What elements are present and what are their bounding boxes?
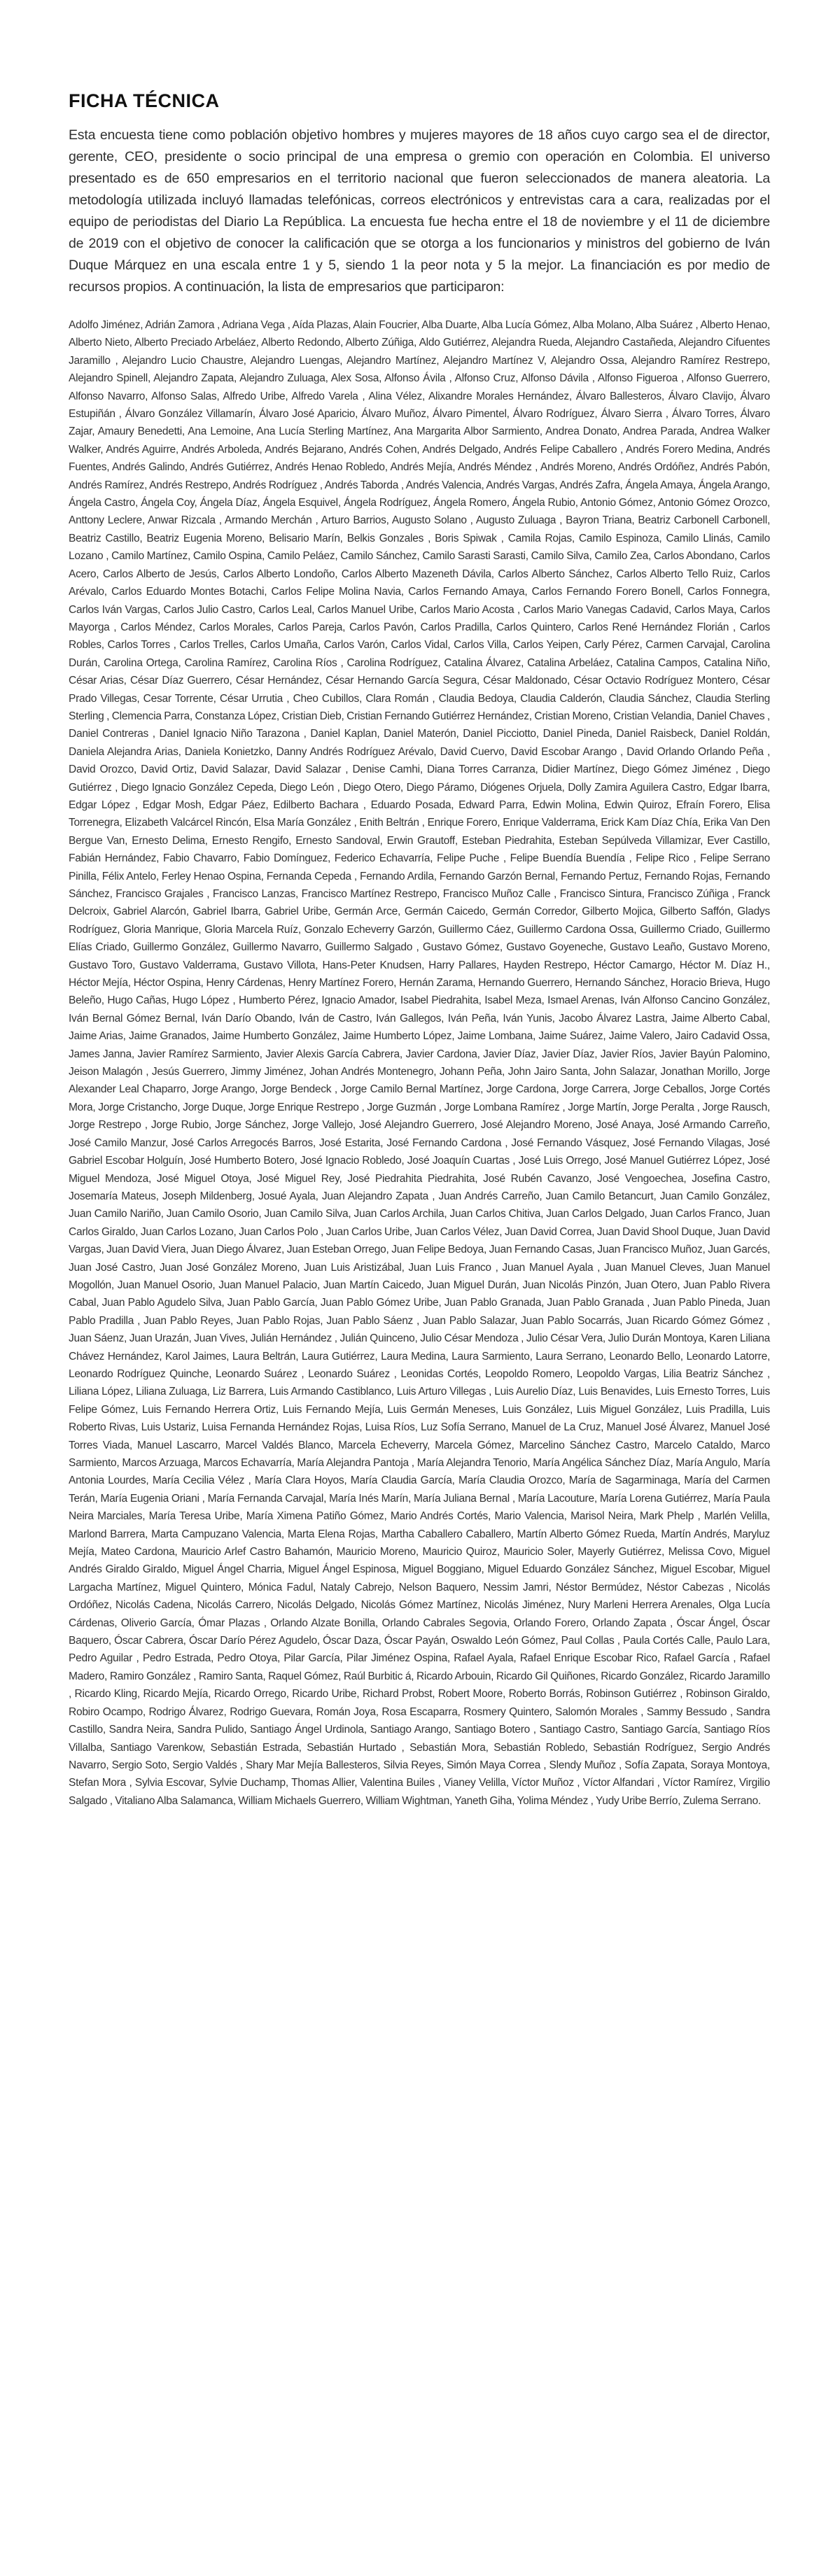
intro-paragraph: Esta encuesta tiene como población objetivo hombres y mujeres mayores de 18 años cuyo cargo sea el de director, gerente, CEO, presidente o socio principal de una empresa o gremio con operación en Colombia. El universo presentado es de 650 empresarios en el territorio nacional que fueron seleccionados de manera aleatoria. La metodología utilizada incluyó llamadas telefónicas, correos electrónicos y entrevistas cara a cara, realizadas por el equipo de periodistas del Diario La República. La encuesta fue hecha entre el 18 de noviembre y el 11 de diciembre de 2019 con el objetivo de conocer la calificación que se otorga a los funcionarios y ministros del gobierno de Iván Duque Márquez en una escala entre 1 y 5, siendo 1 la peor nota y 5 la mejor. La financiación es por medio de recursos propios. A continuación, la lista de empresarios que participaron: [69, 127, 770, 295]
participants-list: Adolfo Jiménez, Adrián Zamora , Adriana Vega , Aída Plazas, Alain Foucrier, Alba Duarte, Alba Lucía Gómez, Alba Molano, Alba Suárez , Alberto Henao, Alberto Nieto, Alberto Preciado Arbeláez, Alberto Redondo, Alberto Zúñiga, Aldo Gutiérrez, Alejandra Rueda, Alejandro Castañeda, Alejandro Cifuentes Jaramillo , Alejandro Lucio Chaustre, Alejandro Luengas, Alejandro Martínez, Alejandro Martínez V, Alejandro Ossa, Alejandro Ramírez Restrepo, Alejandro Spinell, Alejandro Zapata, Alejandro Zuluaga, Alex Sosa, Alfonso Ávila , Alfonso Cruz, Alfonso Dávila , Alfonso Figueroa , Alfonso Guerrero, Alfonso Navarro, Alfonso Salas, Alfredo Uribe, Alfredo Varela , Alina Vélez, Alixandre Morales Hernández, Álvaro Ballesteros, Álvaro Clavijo, Álvaro Estupiñán , Álvaro González Villamarín, Álvaro José Aparicio, Álvaro Muñoz, Álvaro Pimentel, Álvaro Rodríguez, Álvaro Sierra , Álvaro Torres, Álvaro Zajar, Amaury Benedetti, Ana Lemoine, Ana Lucía Sterling Martínez, Ana Margarita Albor Sarmiento, Andrea Donato, Andrea Parada, Andrea Walker Walker, Andrés Aguirre, Andrés Arboleda, Andrés Bejarano, Andrés Cohen, Andrés Delgado, Andrés Felipe Caballero , Andrés Forero Medina, Andrés Fuentes, Andrés Galindo, Andrés Gutiérrez, Andrés Henao Robledo, Andrés Mejía, Andrés Méndez , Andrés Moreno, Andrés Ordóñez, Andrés Pabón, Andrés Ramírez, Andrés Restrepo, Andrés Rodríguez , Andrés Taborda , Andrés Valencia, Andrés Vargas, Andrés Zafra, Ángela Amaya, Ángela Arango, Ángela Castro, Ángela Coy, Ángela Díaz, Ángela Esquivel, Ángela Rodríguez, Ángela Romero, Ángela Rubio, Antonio Gómez, Antonio Gómez Orozco, Anttony Leclere, Anwar Rizcala , Armando Merchán , Arturo Barrios, Augusto Solano , Augusto Zuluaga , Bayron Triana, Beatriz Carbonell Carbonell, Beatriz Castillo, Beatriz Eugenia Moreno, Belisario Marín, Belkis Gonzales , Boris Spiwak , Camila Rojas, Camilo Espinoza, Camilo Llinás, Camilo Lozano , Camilo Martínez, Camilo Ospina, Camilo Peláez, Camilo Sánchez, Camilo Sarasti Sarasti, Camilo Silva, Camilo Zea, Carlos Abondano, Carlos Acero, Carlos Alberto de Jesús, Carlos Alberto Londoño, Carlos Alberto Mazeneth Dávila, Carlos Alberto Sánchez, Carlos Alberto Tello Ruiz, Carlos Arévalo, Carlos Eduardo Montes Botachi, Carlos Felipe Molina Navia, Carlos Fernando Amaya, Carlos Fernando Forero Bonell, Carlos Fonnegra, Carlos Iván Vargas, Carlos Julio Castro, Carlos Leal, Carlos Manuel Uribe, Carlos Mario Acosta , Carlos Mario Vanegas Cadavid, Carlos Maya, Carlos Mayorga , Carlos Méndez, Carlos Morales, Carlos Pareja, Carlos Pavón, Carlos Pradilla, Carlos Quintero, Carlos René Hernández Florián , Carlos Robles, Carlos Torres , Carlos Trelles, Carlos Umaña, Carlos Varón, Carlos Vidal, Carlos Villa, Carlos Yeipen, Carly Pérez, Carmen Carvajal, Carolina Durán, Carolina Ortega, Carolina Ramírez, Carolina Ríos , Carolina Rodríguez, Catalina Álvarez, Catalina Arbeláez, Catalina Campos, Catalina Niño, César Arias, César Díaz Guerrero, César Hernández, César Hernando García Segura, César Maldonado, César Octavio Rodríguez Montero, César Prado Villegas, Cesar Torrente, César Urrutia , Cheo Cubillos, Clara Román , Claudia Bedoya, Claudia Calderón, Claudia Sánchez, Claudia Sterling Sterling , Clemencia Parra, Constanza López, Cristian Dieb, Cristian Fernando Gutiérrez Hernández, Cristian Moreno, Cristian Velandia, Daniel Chaves , Daniel Contreras , Daniel Ignacio Niño Tarazona , Daniel Kaplan, Daniel Materón, Daniel Picciotto, Daniel Pineda, Daniel Raisbeck, Daniel Roldán, Daniela Alejandra Arias, Daniela Konietzko, Danny Andrés Rodríguez Arévalo, David Cuervo, David Escobar Arango , David Orlando Orlando Peña , David Orozco, David Ortiz, David Salazar, David Salazar , Denise Camhi, Diana Torres Carranza, Didier Martínez, Diego Gómez Jiménez , Diego Gutiérrez , Diego Ignacio González Cepeda, Diego León , Diego Otero, Diego Páramo, Diógenes Orjuela, Dolly Zamira Aguilera Castro, Edgar Ibarra, Edgar López , Edgar Mosh, Edgar Páez, Edilberto Bachara , Eduardo Posada, Edward Parra, Edwin Molina, Edwin Quiroz, Efraín Forero, Elisa Torrenegra, Elizabeth Valcárcel Rincón, Elsa María González , Enith Beltrán , Enrique Forero, Enrique Valderrama, Erick Kam Díaz Chía, Erika Van Den Bergue Van, Ernesto Delima, Ernesto Rengifo, Ernesto Sandoval, Erwin Grautoff, Esteban Piedrahita, Esteban Sepúlveda Villamizar, Ever Castillo, Fabián Hernández, Fabio Chavarro, Fabio Domínguez, Federico Echavarría, Felipe Puche , Felipe Buendía Buendía , Felipe Rico , Felipe Serrano Pinilla, Félix Antelo, Ferley Henao Ospina, Fernanda Cepeda , Fernando Ardila, Fernando Garzón Bernal, Fernando Pertuz, Fernando Rojas, Fernando Sánchez, Francisco Grajales , Francisco Lanzas, Francisco Martínez Restrepo, Francisco Muñoz Calle , Francisco Sintura, Francisco Zúñiga , Franck Delcroix, Gabriel Alarcón, Gabriel Ibarra, Gabriel Uribe, Germán Arce, Germán Caicedo, Germán Corredor, Gilberto Mojica, Gilberto Saffón, Gladys Rodríguez, Gloria Manrique, Gloria Marcela Ruíz, Gonzalo Echeverry Garzón, Guillermo Cáez, Guillermo Cardona Ossa, Guillermo Criado, Guillermo Elías Criado, Guillermo González, Guillermo Navarro, Guillermo Salgado , Gustavo Gómez, Gustavo Goyeneche, Gustavo Leaño, Gustavo Moreno, Gustavo Toro, Gustavo Valderrama, Gustavo Villota, Hans-Peter Knudsen, Harry Pallares, Hayden Restrepo, Héctor Camargo, Héctor M. Díaz H., Héctor Mejía, Héctor Ospina, Henry Cárdenas, Henry Martínez Forero, Hernán Zarama, Hernando Guerrero, Hernando Sánchez, Horacio Brieva, Hugo Beleño, Hugo Cañas, Hugo López , Humberto Pérez, Ignacio Amador, Isabel Piedrahita, Isabel Meza, Ismael Arenas, Iván Alfonso Cancino González, Iván Bernal Gómez Bernal, Iván Darío Obando, Iván de Castro, Iván Gallegos, Iván Peña, Iván Yunis, Jacobo Álvarez Lastra, Jaime Alberto Cabal, Jaime Arias, Jaime Granados, Jaime Humberto González, Jaime Humberto López, Jaime Lombana, Jaime Suárez, Jaime Valero, Jairo Cadavid Ossa, James Janna, Javier Ramírez Sarmiento, Javier Alexis García Cabrera, Javier Cardona, Javier Díaz, Javier Díaz, Javier Ríos, Javier Bayún Palomino, Jeison Malagón , Jesús Guerrero, Jimmy Jiménez, Johan Andrés Montenegro, Johann Peña, John Jairo Santa, John Salazar, Jonathan Morillo, Jorge Alexander Leal Chaparro, Jorge Arango, Jorge Bendeck , Jorge Camilo Bernal Martínez, Jorge Cardona, Jorge Carrera, Jorge Ceballos, Jorge Cortés Mora, Jorge Cristancho, Jorge Duque, Jorge Enrique Restrepo , Jorge Guzmán , Jorge Lombana Ramírez , Jorge Martín, Jorge Peralta , Jorge Rausch, Jorge Restrepo , Jorge Rubio, Jorge Sánchez, Jorge Vallejo, José Alejandro Guerrero, José Alejandro Moreno, José Anaya, José Armando Carreño, José Camilo Manzur, José Carlos Arregocés Barros, José Estarita, José Fernando Cardona , José Fernando Vásquez, José Fernando Vilagas, José Gabriel Escobar Holguín, José Humberto Botero, José Ignacio Robledo, José Joaquín Cuartas , José Luis Orrego, José Manuel Gutiérrez López, José Miguel Mendoza, José Miguel Otoya, José Miguel Rey, José Piedrahita Piedrahita, José Rubén Cavanzo, José Vengoechea, Josefina Castro, Josemaría Mateus, Joseph Mildenberg, Josué Ayala, Juan Alejandro Zapata , Juan Andrés Carreño, Juan Camilo Betancurt, Juan Camilo González, Juan Camilo Nariño, Juan Camilo Osorio, Juan Camilo Silva, Juan Carlos Archila, Juan Carlos Chitiva, Juan Carlos Delgado, Juan Carlos Franco, Juan Carlos Giraldo, Juan Carlos Lozano, Juan Carlos Polo , Juan Carlos Uribe, Juan Carlos Vélez, Juan David Correa, Juan David Shool Duque, Juan David Vargas, Juan David Viera, Juan Diego Álvarez, Juan Esteban Orrego, Juan Felipe Bedoya, Juan Fernando Casas, Juan Francisco Muñoz, Juan Garcés, Juan José Castro, Juan José González Moreno, Juan Luis Aristizábal, Juan Luis Franco , Juan Manuel Ayala , Juan Manuel Cleves, Juan Manuel Mogollón, Juan Manuel Osorio, Juan Manuel Palacio, Juan Martín Caicedo, Juan Miguel Durán, Juan Nicolás Pinzón, Juan Otero, Juan Pablo Rivera Cabal, Juan Pablo Agudelo Silva, Juan Pablo García, Juan Pablo Gómez Uribe, Juan Pablo Granada, Juan Pablo Granada , Juan Pablo Pineda, Juan Pablo Pradilla , Juan Pablo Reyes, Juan Pablo Rojas, Juan Pablo Sáenz , Juan Pablo Salazar, Juan Pablo Socarrás, Juan Ricardo Gómez Gómez , Juan Sáenz, Juan Urazán, Juan Vives, Julián Hernández , Julián Quinceno, Julio César Mendoza , Julio César Vera, Julio Durán Montoya, Karen Liliana Chávez Hernández, Karol Jaimes, Laura Beltrán, Laura Gutiérrez, Laura Medina, Laura Sarmiento, Laura Serrano, Leonardo Bello, Leonardo Latorre, Leonardo Rodríguez Quinche, Leonardo Suárez , Leonardo Suárez , Leonidas Cortés, Leopoldo Romero, Leopoldo Vargas, Lilia Beatriz Sánchez , Liliana López, Liliana Zuluaga, Liz Barrera, Luis Armando Castiblanco, Luis Arturo Villegas , Luis Aurelio Díaz, Luis Benavides, Luis Ernesto Torres, Luis Felipe Gómez, Luis Fernando Herrera Ortiz, Luis Fernando Mejía, Luis Germán Meneses, Luis González, Luis Miguel González, Luis Pradilla, Luis Roberto Rivas, Luis Ustariz, Luisa Fernanda Hernández Rojas, Luisa Ríos, Luz Sofía Serrano, Manuel de La Cruz, Manuel José Álvarez, Manuel José Torres Viada, Manuel Lascarro, Marcel Valdés Blanco, Marcela Echeverry, Marcela Gómez, Marcelino Sánchez Castro, Marcelo Cataldo, Marco Sarmiento, Marcos Arzuaga, Marcos Echavarría, María Alejandra Pantoja , María Alejandra Tenorio, María Angélica Sánchez Díaz, María Angulo, María Antonia Lourdes, María Cecilia Vélez , María Clara Hoyos, María Claudia García, María Claudia Orozco, María de Sagarminaga, María del Carmen Terán, María Eugenia Oriani , María Fernanda Carvajal, María Inés Marín, María Juliana Bernal , María Lacouture, María Lorena Gutiérrez, María Paula Neira Marciales, María Teresa Uribe, María Ximena Patiño Gómez, Mario Andrés Cortés, Mario Valencia, Marisol Neira, Mark Phelp , Marlén Velilla, Marlond Barrera, Marta Campuzano Valencia, Marta Elena Rojas, Martha Caballero Caballero, Martín Alberto Gómez Rueda, Martín Andrés, Maryluz Mejía, Mateo Cardona, Mauricio Arlef Castro Bahamón, Mauricio Moreno, Mauricio Quiroz, Mauricio Soler, Mayerly Gutiérrez, Melissa Covo, Miguel Andrés Giraldo Giraldo, Miguel Ángel Charria, Miguel Ángel Espinosa, Miguel Boggiano, Miguel Eduardo González Sánchez, Miguel Escobar, Miguel Largacha Martínez, Miguel Quintero, Mónica Fadul, Nataly Cabrejo, Nelson Baquero, Nessim Jamri, Néstor Bermúdez, Néstor Cabezas , Nicolás Ordóñez, Nicolás Cadena, Nicolás Carrero, Nicolás Delgado, Nicolás Gómez Martínez, Nicolás Jiménez, Nury Marleni Herrera Arenales, Olga Lucía Cárdenas, Oliverio García, Ómar Plazas , Orlando Alzate Bonilla, Orlando Cabrales Segovia, Orlando Forero, Orlando Zapata , Óscar Ángel, Óscar Baquero, Óscar Cabrera, Óscar Darío Pérez Agudelo, Óscar Daza, Óscar Payán, Oswaldo León Gómez, Paul Collas , Paula Cortés Calle, Paulo Lara, Pedro Aguilar , Pedro Estrada, Pedro Otoya, Pilar García, Pilar Jiménez Ospina, Rafael Ayala, Rafael Enrique Escobar Rico, Rafael García , Rafael Madero, Ramiro González , Ramiro Santa, Raquel Gómez, Raúl Burbitic á, Ricardo Arbouin, Ricardo Gil Quiñones, Ricardo González, Ricardo Jaramillo , Ricardo Kling, Ricardo Mejía, Ricardo Orrego, Ricardo Uribe, Richard Probst, Robert Moore, Roberto Borrás, Robinson Gutiérrez , Robinson Giraldo, Robiro Ocampo, Rodrigo Álvarez, Rodrigo Guevara, Román Joya, Rosa Escaparra, Rosmery Quintero, Salomón Morales , Sammy Bessudo , Sandra Castillo, Sandra Neira, Sandra Pulido, Santiago Ángel Urdinola, Santiago Arango, Santiago Botero , Santiago Castro, Santiago García, Santiago Ríos Villalba, Santiago Varenkow, Sebastián Estrada, Sebastián Hurtado , Sebastián Mora, Sebastián Robledo, Sebastián Rodríguez, Sergio Andrés Navarro, Sergio Soto, Sergio Valdés , Shary Mar Mejía Ballesteros, Silvia Reyes, Simón Maya Correa , Slendy Muñoz , Sofía Zapata, Soraya Montoya, Stefan Mora , Sylvia Escovar, Sylvie Duchamp, Thomas Allier, Valentina Builes , Vianey Velilla, Víctor Muñoz , Víctor Alfandari , Víctor Ramírez, Virgilio Salgado , Vitaliano Alba Salamanca, William Michaels Guerrero, William Wightman, Yaneth Giha, Yolima Méndez , Yudy Uribe Berrío, Zulema Serrano. [69, 319, 770, 1807]
technical-sheet [69, 90, 770, 1810]
page-title: FICHA TÉCNICA [69, 90, 220, 111]
